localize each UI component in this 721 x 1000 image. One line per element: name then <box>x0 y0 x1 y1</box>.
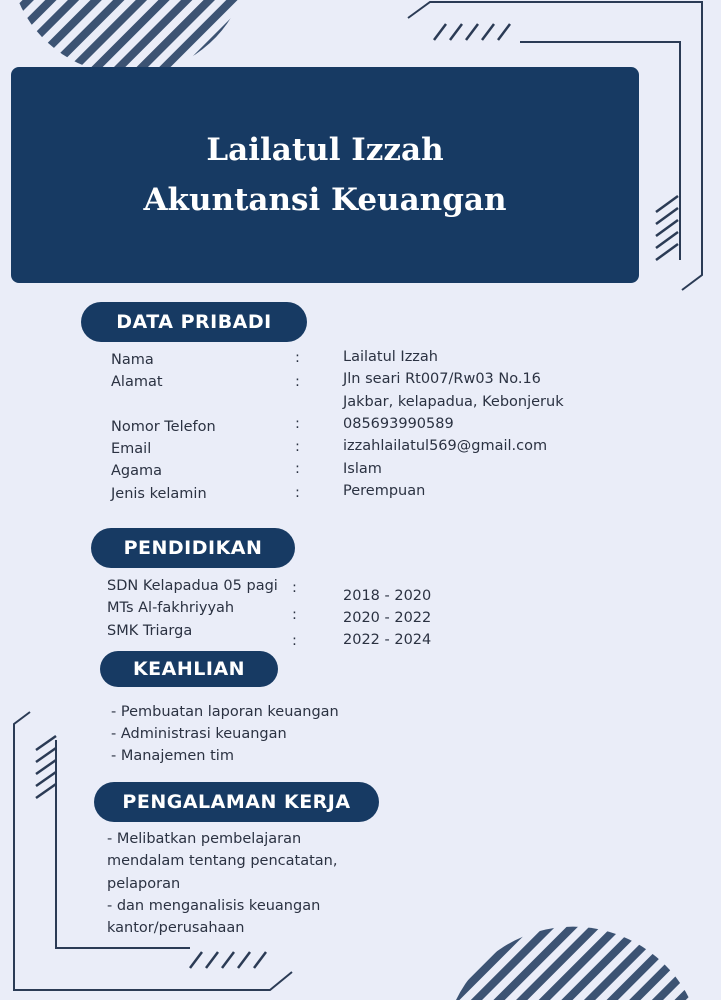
education-school: MTs Al-fakhriyyah <box>107 600 235 616</box>
label-name: Nama <box>111 352 154 368</box>
value-address-line1: Jln seari Rt007/Rw03 No.16 <box>343 371 541 387</box>
cv-name: Lailatul Izzah <box>206 132 444 168</box>
section-education-heading: PENDIDIKAN <box>91 528 295 568</box>
label-phone: Nomor Telefon <box>111 419 216 435</box>
label-gender: Jenis kelamin <box>111 486 207 502</box>
left-side-slashes <box>36 736 56 798</box>
experience-line: kantor/perusahaan <box>107 920 245 936</box>
colon: : <box>295 350 300 366</box>
education-years: 2022 - 2024 <box>343 632 432 648</box>
experience-line: mendalam tentang pencatatan, <box>107 853 338 869</box>
section-personal-heading: DATA PRIBADI <box>81 302 307 342</box>
experience-line: - Melibatkan pembelajaran <box>107 831 302 847</box>
experience-line: - dan menganalisis keuangan <box>107 898 321 914</box>
education-years: 2020 - 2022 <box>343 610 432 626</box>
education-school: SMK Triarga <box>107 623 193 639</box>
label-email: Email <box>111 441 152 457</box>
top-left-striped-circle <box>18 0 240 74</box>
bottom-slashes <box>190 952 266 968</box>
right-side-slashes <box>656 196 678 260</box>
colon: : <box>295 485 300 501</box>
value-gender: Perempuan <box>343 483 426 499</box>
skill-item: - Pembuatan laporan keuangan <box>111 704 339 720</box>
skill-item: - Manajemen tim <box>111 748 234 764</box>
label-religion: Agama <box>111 463 163 479</box>
bottom-right-striped-circle <box>456 927 690 1000</box>
value-phone: 085693990589 <box>343 416 454 432</box>
colon: : <box>295 416 300 432</box>
education-years: 2018 - 2020 <box>343 588 432 604</box>
colon: : <box>295 439 300 455</box>
experience-line: pelaporan <box>107 876 181 892</box>
label-address: Alamat <box>111 374 163 390</box>
colon: : <box>295 461 300 477</box>
colon: : <box>295 374 300 390</box>
skill-item: - Administrasi keuangan <box>111 726 287 742</box>
colon: : <box>292 633 297 649</box>
value-address-line2: Jakbar, kelapadua, Kebonjeruk <box>343 394 564 410</box>
top-right-slashes <box>434 24 510 40</box>
value-religion: Islam <box>343 461 382 477</box>
header-banner <box>11 67 639 283</box>
colon: : <box>292 607 297 623</box>
education-school: SDN Kelapadua 05 pagi <box>107 578 278 594</box>
value-email: izzahlailatul569@gmail.com <box>343 438 548 454</box>
value-name: Lailatul Izzah <box>343 349 438 365</box>
section-experience-heading: PENGALAMAN KERJA <box>94 782 379 822</box>
section-skills-heading: KEAHLIAN <box>100 651 278 687</box>
colon: : <box>292 580 297 596</box>
cv-role: Akuntansi Keuangan <box>143 182 507 218</box>
